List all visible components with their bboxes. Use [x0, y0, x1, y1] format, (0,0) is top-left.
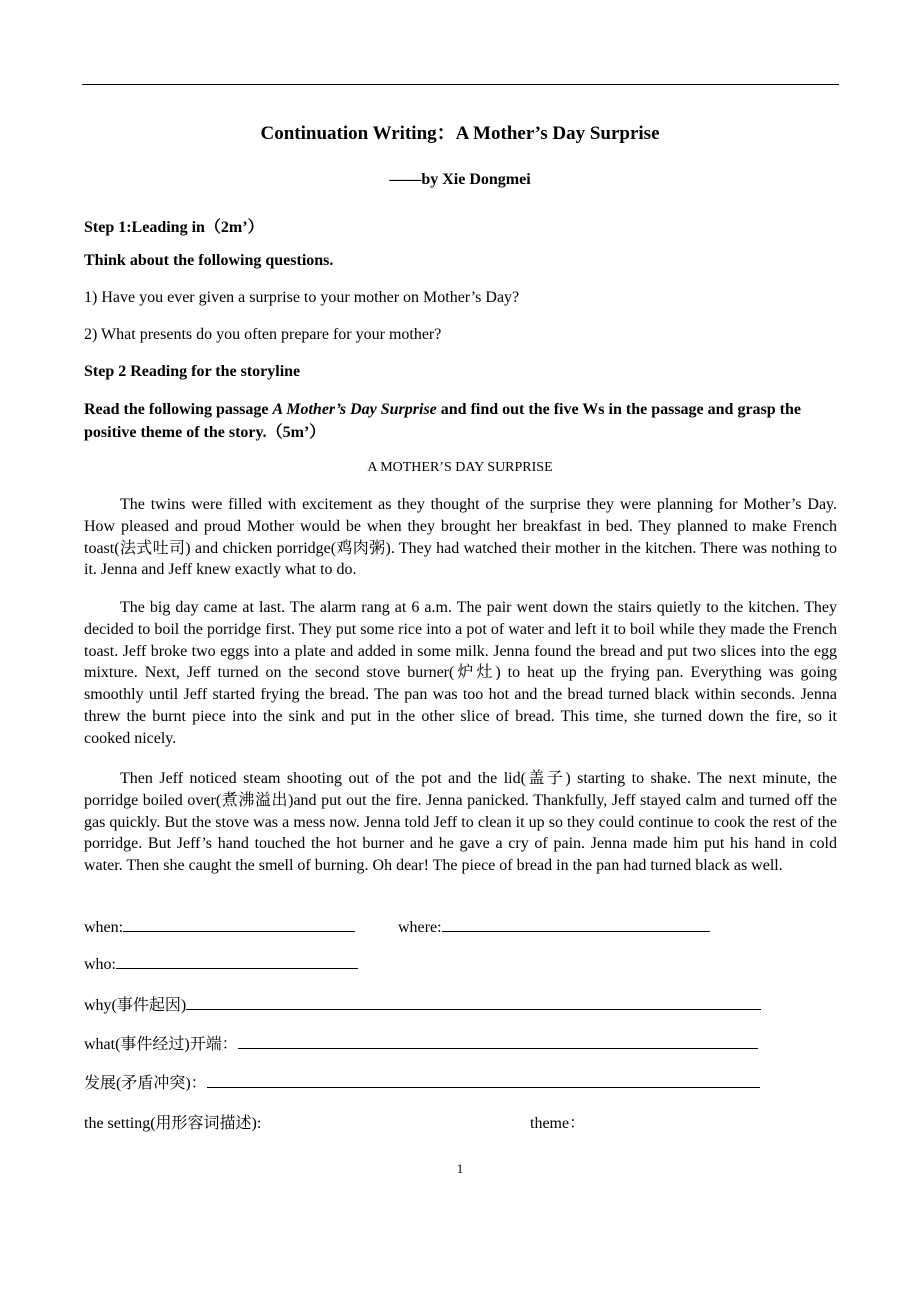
what-label: what(事件经过)开端：: [84, 1036, 238, 1053]
author-line: ——by Xie Dongmei: [389, 171, 531, 188]
where-label: where:: [398, 919, 442, 936]
instruction-text-end: and find out the five Ws in the passage and grasp the positive theme of the story.（5m’）: [84, 401, 801, 441]
instruction-passage-title: A Mother’s Day Surprise: [272, 401, 437, 418]
instruction-text-start: Read the following passage: [84, 401, 273, 418]
when-row: [84, 917, 355, 937]
step1-heading: Step 1:Leading in（2m’）: [84, 219, 264, 236]
passage-paragraph-3: Then Jeff noticed steam shooting out of the pot and the lid(盖子) starting to shake. The next minute, the porridge boiled over(煮沸溢出)and put out the fire. Jenna panicked. Thankfully, Jeff stayed calm and turned off the gas quickly. But the stove was a mess now. Jenna told Jeff to clean it up so they could continue to cook the rest of the porridge. But Jeff’s hand touched the hot burner and he gave a cry of pain. Jenna made him put his hand in cold water. Then she caught the smell of burning. Oh dear! The piece of bread in the pan had turned black as well.: [84, 770, 837, 875]
question-1: 1) Have you ever given a surprise to your mother on Mother’s Day?: [84, 289, 520, 306]
development-label: 发展(矛盾冲突)：: [84, 1075, 207, 1092]
why-label: why(事件起因): [84, 997, 187, 1014]
who-row: [84, 954, 358, 974]
question-2: 2) What presents do you often prepare for your mother?: [84, 326, 442, 343]
page-title: Continuation Writing：A Mother’s Day Surprise: [260, 123, 660, 144]
development-row: [84, 1070, 760, 1093]
why-blank[interactable]: [186, 995, 761, 1010]
where-blank[interactable]: [442, 917, 710, 932]
passage-paragraph-1: The twins were filled with excitement as they thought of the surprise they were planning for Mother’s Day. How pleased and proud Mother would be when they brought her breakfast in bed. They planned to make French toast(法式吐司) and chicken porridge(鸡肉粥). They had watched their mother in the kitchen. There was nothing to it. Jenna and Jeff knew exactly what to do.: [84, 496, 837, 579]
passage-title: A MOTHER’S DAY SURPRISE: [367, 460, 553, 475]
setting-label: the setting(用形容词描述):: [84, 1115, 262, 1132]
where-row: [398, 917, 710, 937]
development-blank[interactable]: [207, 1073, 760, 1088]
what-row: [84, 1031, 758, 1054]
step1-prompt: Think about the following questions.: [84, 252, 334, 269]
who-blank[interactable]: [116, 954, 358, 969]
step2-heading: Step 2 Reading for the storyline: [84, 363, 301, 380]
why-row: [84, 992, 761, 1015]
when-blank[interactable]: [123, 917, 355, 932]
page-number: 1: [456, 1161, 464, 1176]
step2-instruction: [84, 398, 824, 444]
header-rule: [82, 84, 839, 85]
when-label: when:: [84, 919, 124, 936]
who-label: who:: [84, 956, 116, 973]
what-blank[interactable]: [238, 1034, 758, 1049]
passage-paragraph-2: The big day came at last. The alarm rang at 6 a.m. The pair went down the stairs quietly to the kitchen. They decided to boil the porridge first. They put some rice into a pot of water and left it to boil while they made the French toast. Jeff broke two eggs into a plate and added in some milk. Jenna found the bread and put two slices into the egg mixture. Next, Jeff turned on the second stove burner(炉灶) to heat up the frying pan. Everything was going smoothly until Jeff started frying the bread. The pan was too hot and the bread turned black within seconds. Jenna threw the burnt piece into the sink and put in the other slice of bread. This time, she turned down the fire, so it cooked nicely.: [84, 599, 837, 747]
theme-label: theme：: [530, 1115, 586, 1132]
